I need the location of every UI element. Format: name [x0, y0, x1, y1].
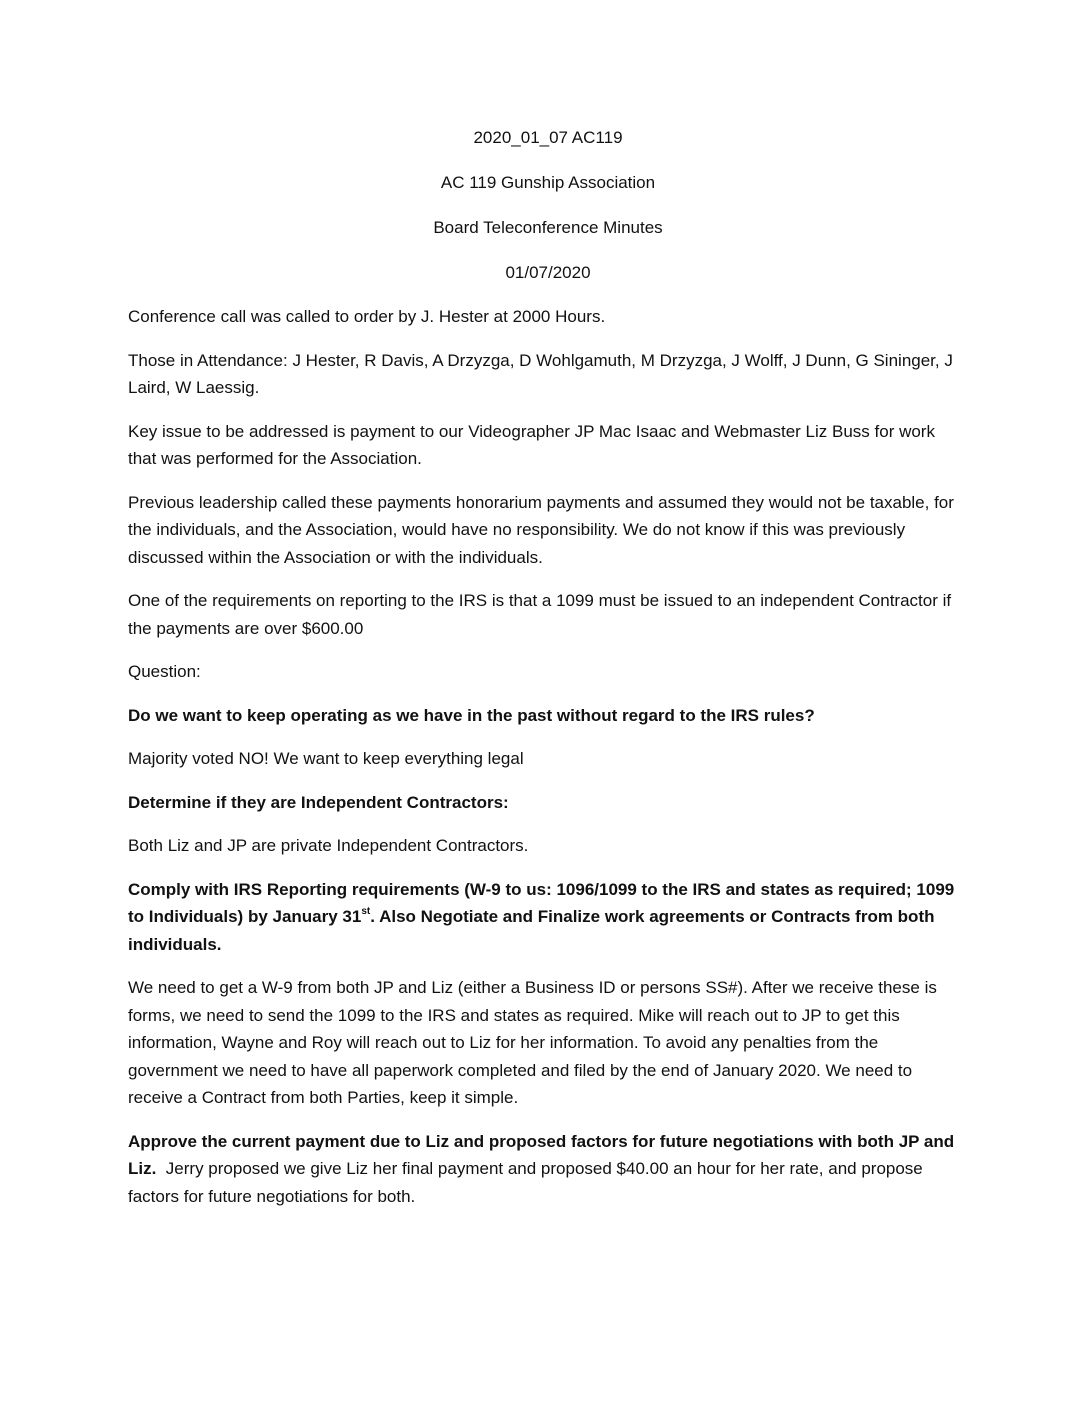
meeting-title: Board Teleconference Minutes [433, 218, 663, 237]
organization-name: AC 119 Gunship Association [440, 173, 656, 192]
approval-heading: Approve the current payment due to Liz and proposed factors for future negotiations with both JP and Liz. [128, 1131, 955, 1178]
attendance-list: Those in Attendance: J Hester, R Davis, A Drzyzga, D Wohlgamuth, M Drzyzga, J Wolff, J Dunn, G Sininger, J Laird, W Laessig. [128, 350, 953, 397]
question-label: Question: [128, 662, 201, 681]
approval-text: Jerry proposed we give Liz her final payment and proposed $40.00 an hour for her rate, and propose factors for future negotiations for both. [128, 1159, 928, 1206]
meeting-date: 01/07/2020 [505, 263, 591, 282]
ordinal-suffix: st [361, 906, 371, 917]
question-irs-reporting-text-cont: . Also Negotiate and Finalize work agreements or Contracts from both individuals. [128, 907, 935, 954]
answer-irs-reporting: We need to get a W-9 from both JP and Liz (either a Business ID or persons SS#). After we receive these is forms, we need to send the 1099 to the IRS and states as required. Mike will reach out to JP to get this information, Wayne and Roy will reach out to Liz for her information. To avoid any penalties from the government we need to have all paperwork completed and filed by the end of January 2020. We need to receive a Contract from both Parties, keep it simple. [128, 978, 937, 1107]
document-page [128, 126, 968, 1226]
call-to-order: Conference call was called to order by J. Hester at 2000 Hours. [128, 307, 606, 326]
key-issue: Key issue to be addressed is payment to our Videographer JP Mac Isaac and Webmaster Liz Buss for work that was performed for the Association. [128, 421, 935, 468]
previous-leadership-note: Previous leadership called these payments honorarium payments and assumed they would not be taxable, for the individuals, and the Association, would have no responsibility. We do not know if this was previously discussed within the Association or with the individuals. [128, 492, 954, 567]
question-irs-reporting-text: Comply with IRS Reporting requirements (W-9 to us: 1096/1099 to the IRS and states as required; 1099 to Individuals) by January 31 [128, 879, 955, 926]
question-irs-reporting [128, 876, 968, 959]
question-independent-contractors: Determine if they are Independent Contractors: [128, 792, 509, 812]
document-id: 2020_01_07 AC119 [473, 128, 623, 147]
question-irs-rules: Do we want to keep operating as we have in the past without regard to the IRS rules? [128, 705, 815, 725]
answer-independent-contractors: Both Liz and JP are private Independent Contractors. [128, 836, 529, 855]
answer-irs-rules: Majority voted NO! We want to keep everything legal [128, 749, 524, 768]
approval-paragraph [128, 1128, 968, 1211]
irs-requirement-note: One of the requirements on reporting to the IRS is that a 1099 must be issued to an independent Contractor if the payments are over $600.00 [128, 591, 952, 638]
